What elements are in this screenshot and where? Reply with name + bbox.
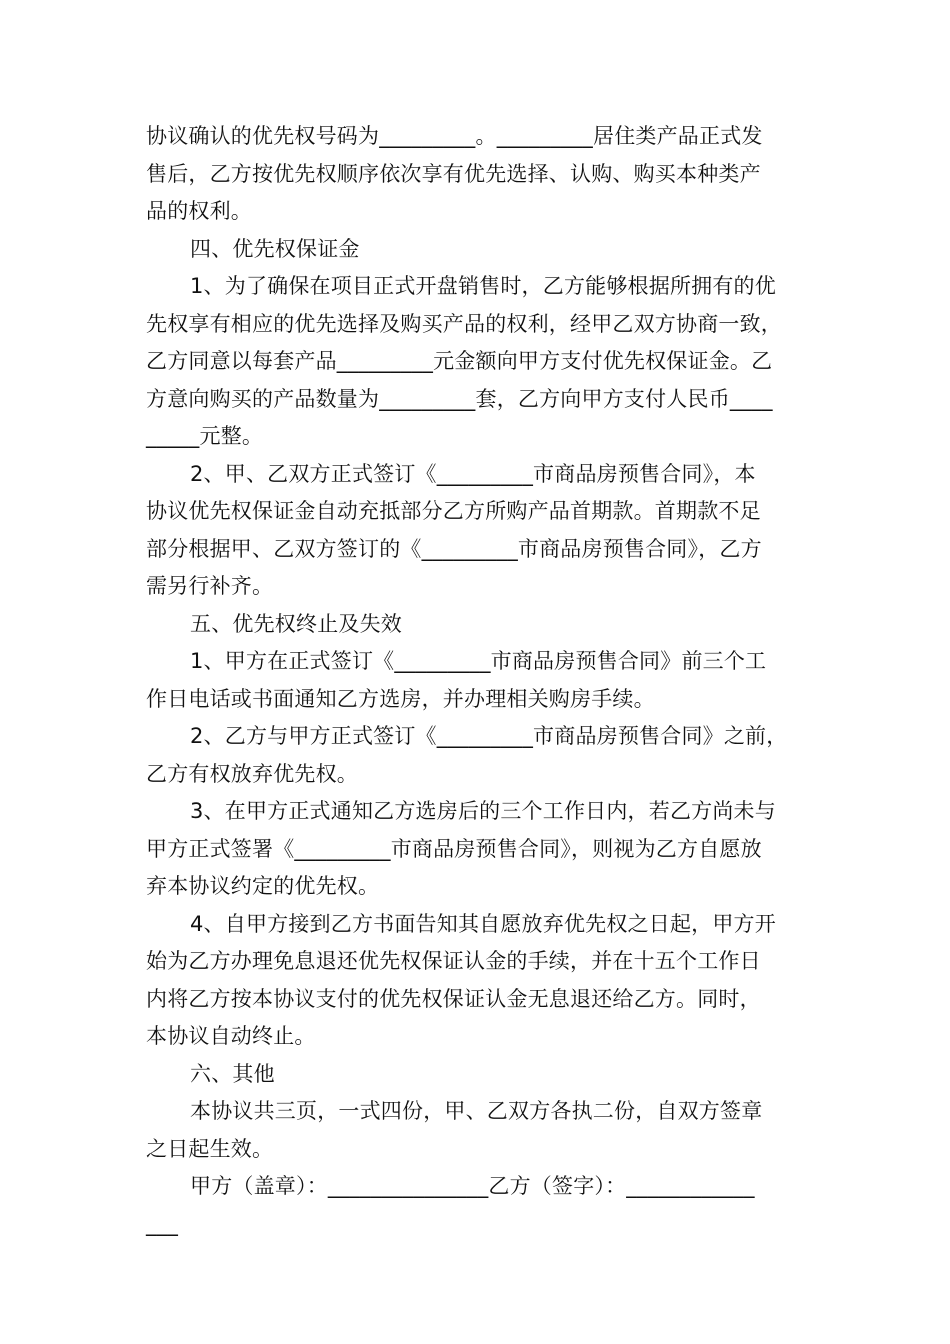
document-line: 乙方同意以每套产品_________元金额向甲方支付优先权保证金。乙 bbox=[146, 349, 773, 373]
document-line: 协议确认的优先权号码为_________。_________居住类产品正式发 bbox=[146, 124, 763, 148]
document-line: 2、乙方与甲方正式签订《_________市商品房预售合同》之前， bbox=[190, 724, 788, 748]
document-line: 六、其他 bbox=[190, 1061, 275, 1086]
document-line: 1、甲方在正式签订《_________市商品房预售合同》前三个工 bbox=[190, 649, 767, 673]
document-line: 先权享有相应的优先选择及购买产品的权利，经甲乙双方协商一致， bbox=[146, 311, 782, 336]
document-line: ___ bbox=[146, 1211, 179, 1236]
document-line: 乙方有权放弃优先权。 bbox=[146, 761, 358, 786]
document-line: 2、甲、乙双方正式签订《_________市商品房预售合同》，本 bbox=[190, 461, 756, 486]
document-line: 之日起生效。 bbox=[146, 1136, 274, 1161]
document-line: 本协议自动终止。 bbox=[146, 1024, 316, 1048]
document-line: 甲方（盖章）：_______________乙方（签字）：____________ bbox=[190, 1174, 755, 1198]
document-line: 售后，乙方按优先权顺序依次享有优先选择、认购、购买本种类产 bbox=[146, 161, 761, 186]
document-line: 五、优先权终止及失效 bbox=[190, 611, 402, 636]
document-line: 部分根据甲、乙双方签订的《_________市商品房预售合同》，乙方 bbox=[146, 536, 762, 561]
document-line: 1、为了确保在项目正式开盘销售时，乙方能够根据所拥有的优 bbox=[190, 274, 776, 298]
document-line: 四、优先权保证金 bbox=[190, 236, 360, 261]
document-line: 作日电话或书面通知乙方选房，并办理相关购房手续。 bbox=[146, 686, 655, 711]
document-line: 本协议共三页，一式四份，甲、乙双方各执二份，自双方签章 bbox=[190, 1099, 763, 1123]
document-line: 需另行补齐。 bbox=[146, 574, 274, 598]
document-line: 协议优先权保证金自动充抵部分乙方所购产品首期款。首期款不足 bbox=[146, 499, 761, 523]
document-line: 4、自甲方接到乙方书面告知其自愿放弃优先权之日起，甲方开 bbox=[190, 911, 776, 936]
document-line: 品的权利。 bbox=[146, 199, 252, 223]
document-line: 始为乙方办理免息退还优先权保证认金的手续，并在十五个工作日 bbox=[146, 949, 761, 973]
document-line: 内将乙方按本协议支付的优先权保证认金无息退还给乙方。同时， bbox=[146, 986, 761, 1011]
document-line: 方意向购买的产品数量为_________套，乙方向甲方支付人民币____ bbox=[146, 386, 773, 411]
document-line: 甲方正式签署《_________市商品房预售合同》，则视为乙方自愿放 bbox=[146, 836, 762, 861]
document-line: 3、在甲方正式通知乙方选房后的三个工作日内，若乙方尚未与 bbox=[190, 799, 776, 823]
document-line: 弃本协议约定的优先权。 bbox=[146, 874, 380, 898]
document-body bbox=[146, 118, 826, 1243]
document-line: _____元整。 bbox=[146, 424, 264, 448]
